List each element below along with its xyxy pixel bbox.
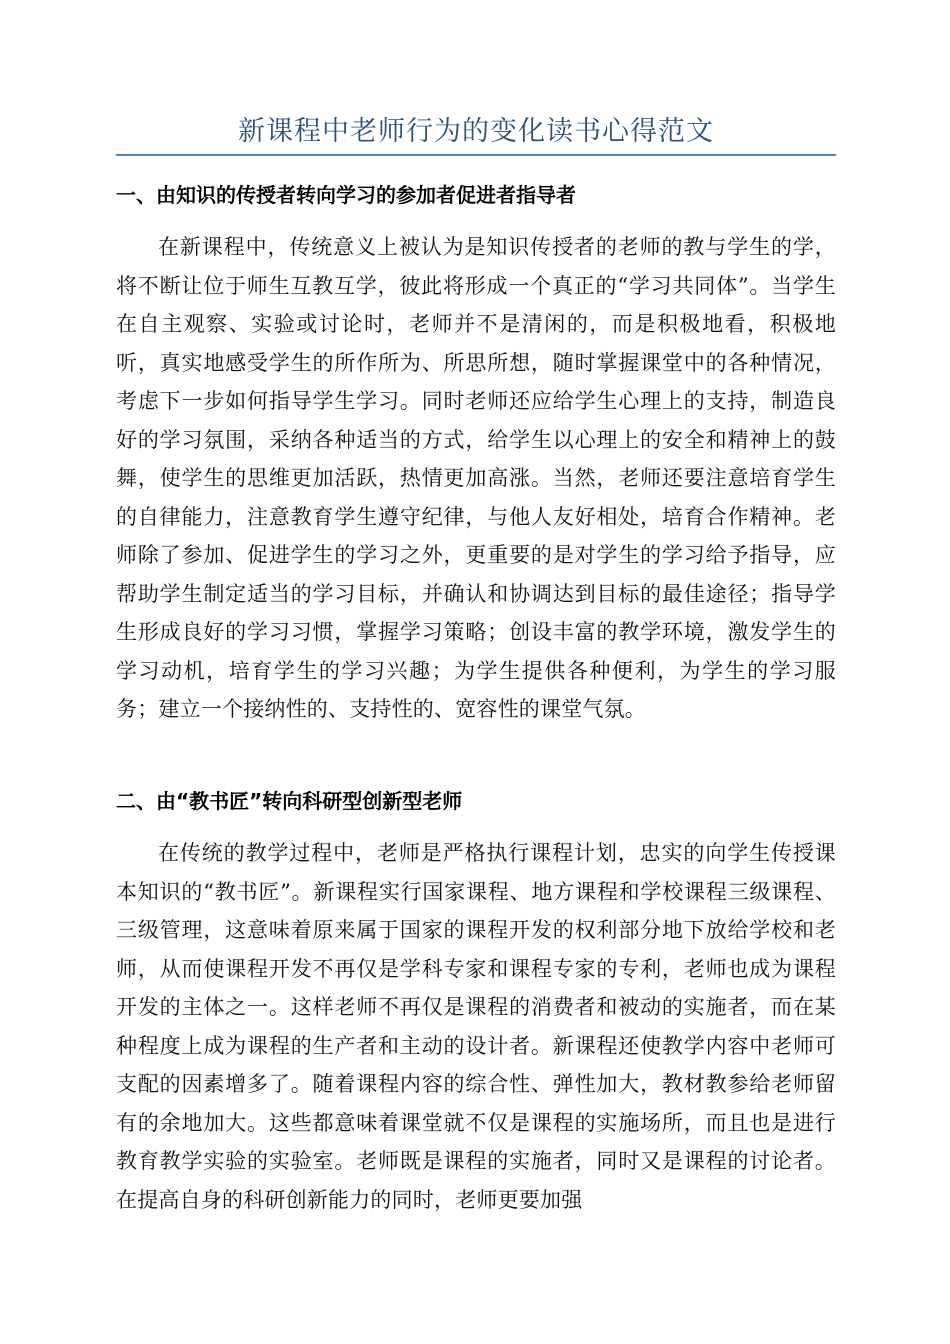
section-paragraph-1: 在新课程中，传统意义上被认为是知识传授者的老师的教与学生的学，将不断让位于师生互教互学，彼此将形成一个真正的“学习共同体”。当学生在自主观察、实验或讨论时，老师并不是清闲的，而是积极地看，积极地听，真实地感受学生的所作所为、所思所想，随时掌握课堂中的各种情况，考虑下一步如何指导学生学习。同时老师还应给学生心理上的支持，制造良好的学习氛围，采纳各种适当的方式，给学生以心理上的安全和精神上的鼓舞，使学生的思维更加活跃，热情更加高涨。当然，老师还要注意培育学生的自律能力，注意教育学生遵守纪律，与他人友好相处，培育合作精神。老师除了参加、促进学生的学习之外，更重要的是对学生的学习给予指导，应帮助学生制定适当的学习目标，并确认和协调达到目标的最佳途径；指导学生形成良好的学习习惯，掌握学习策略；创设丰富的教学环境，激发学生的学习动机，培育学生的学习兴趣；为学生提供各种便利，为学生的学习服务；建立一个接纳性的、支持性的、宽容性的课堂气氛。 [116,235,836,721]
document-title: 新课程中老师行为的变化读书心得范文 [238,116,714,147]
title-underline [116,154,836,156]
section-heading-2: 二、由“教书匠”转向科研型创新型老师 [116,789,463,813]
section-heading-1: 一、由知识的传授者转向学习的参加者促进者指导者 [116,183,576,207]
section-paragraph-2: 在传统的教学过程中，老师是严格执行课程计划，忠实的向学生传授课本知识的“教书匠”。新课程实行国家课程、地方课程和学校课程三级课程、三级管理，这意味着原来属于国家的课程开发的权利部分地下放给学校和老师，从而使课程开发不再仅是学科专家和课程专家的专利，老师也成为课程开发的主体之一。这样老师不再仅是课程的消费者和被动的实施者，而在某种程度上成为课程的生产者和主动的设计者。新课程还使教学内容中老师可支配的因素增多了。随着课程内容的综合性、弹性加大，教材教参给老师留有的余地加大。这些都意味着课堂就不仅是课程的实施场所，而且也是进行教育教学实验的实验室。老师既是课程的实施者，同时又是课程的讨论者。在提高自身的科研创新能力的同时，老师更要加强 [116,841,836,1212]
